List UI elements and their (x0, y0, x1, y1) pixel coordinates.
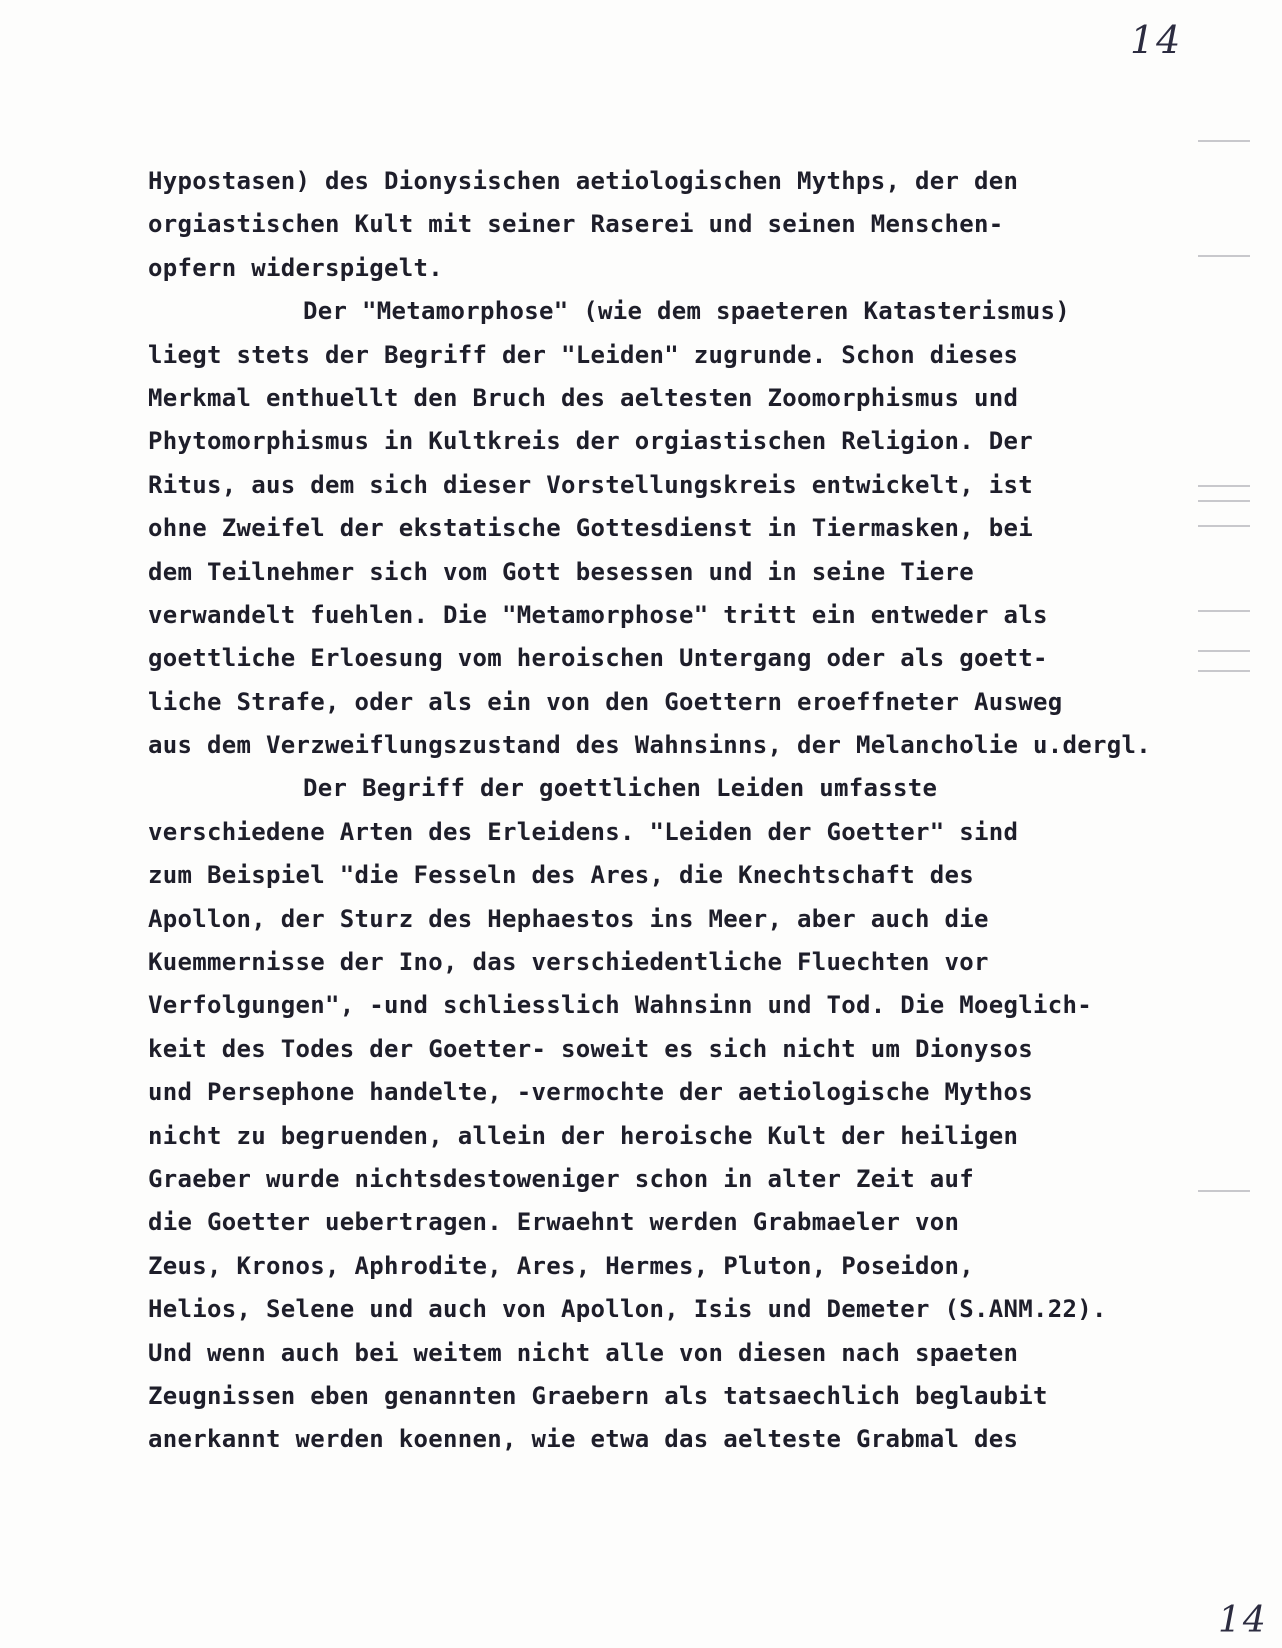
margin-tick (1198, 610, 1250, 612)
page-number-top: 14 (1130, 18, 1183, 62)
text-line: Merkmal enthuellt den Bruch des aeltesten Zoomorphismus und (148, 383, 1019, 412)
text-line: verschiedene Arten des Erleidens. "Leiden der Goetter" sind (148, 817, 1019, 846)
margin-marks (1198, 130, 1258, 1430)
margin-tick (1198, 140, 1250, 142)
text-line: keit des Todes der Goetter- soweit es sich nicht um Dionysos (148, 1034, 1033, 1063)
text-line: und Persephone handelte, -vermochte der aetiologische Mythos (148, 1078, 1033, 1107)
text-line: verwandelt fuehlen. Die "Metamorphose" tritt ein entweder als (148, 600, 1048, 629)
text-line: orgiastischen Kult mit seiner Raserei und seinen Menschen- (148, 210, 1004, 239)
text-line: Kuemmernisse der Ino, das verschiedentliche Fluechten vor (148, 948, 989, 977)
text-line: Und wenn auch bei weitem nicht alle von diesen nach spaeten (148, 1338, 1019, 1367)
text-line: liegt stets der Begriff der "Leiden" zugrunde. Schon dieses (148, 340, 1019, 369)
text-line: zum Beispiel "die Fesseln des Ares, die Knechtschaft des (148, 861, 974, 890)
text-line: Ritus, aus dem sich dieser Vorstellungskreis entwickelt, ist (148, 470, 1033, 499)
text-line: die Goetter uebertragen. Erwaehnt werden Grabmaeler von (148, 1208, 960, 1237)
page-number-bottom: 14 (1218, 1600, 1268, 1641)
text-line: aus dem Verzweiflungszustand des Wahnsinns, der Melancholie u.dergl. (148, 731, 1151, 760)
text-line: Helios, Selene und auch von Apollon, Isis und Demeter (S.ANM.22). (148, 1295, 1107, 1324)
text-line: Zeus, Kronos, Aphrodite, Ares, Hermes, Pluton, Poseidon, (148, 1251, 974, 1280)
text-line: anerkannt werden koennen, wie etwa das aelteste Grabmal des (148, 1425, 1019, 1454)
text-line: Phytomorphismus in Kultkreis der orgiastischen Religion. Der (148, 427, 1033, 456)
typewritten-body (148, 160, 1208, 1462)
text-line: nicht zu begruenden, allein der heroische Kult der heiligen (148, 1121, 1019, 1150)
margin-tick (1198, 650, 1250, 652)
text-line: opfern widerspigelt. (148, 253, 443, 282)
text-line: Der Begriff der goettlichen Leiden umfasste (303, 774, 938, 803)
text-line: Hypostasen) des Dionysischen aetiologischen Mythps, der den (148, 167, 1019, 195)
text-line: Der "Metamorphose" (wie dem spaeteren Katasterismus) (303, 297, 1070, 326)
margin-tick (1198, 485, 1250, 487)
margin-tick (1198, 670, 1250, 672)
margin-tick (1198, 525, 1250, 527)
text-line: Graeber wurde nichtsdestoweniger schon in alter Zeit auf (148, 1164, 974, 1193)
text-line: Zeugnissen eben genannten Graebern als tatsaechlich beglaubit (148, 1381, 1048, 1410)
text-line: Apollon, der Sturz des Hephaestos ins Meer, aber auch die (148, 904, 989, 933)
margin-tick (1198, 1190, 1250, 1192)
text-line: ohne Zweifel der ekstatische Gottesdienst in Tiermasken, bei (148, 514, 1033, 543)
text-line: liche Strafe, oder als ein von den Goettern eroeffneter Ausweg (148, 687, 1063, 716)
text-line: dem Teilnehmer sich vom Gott besessen und in seine Tiere (148, 557, 974, 586)
text-line: goettliche Erloesung vom heroischen Untergang oder als goett- (148, 644, 1048, 673)
margin-tick (1198, 255, 1250, 257)
margin-tick (1198, 500, 1250, 502)
text-line: Verfolgungen", -und schliesslich Wahnsinn und Tod. Die Moeglich- (148, 991, 1092, 1020)
